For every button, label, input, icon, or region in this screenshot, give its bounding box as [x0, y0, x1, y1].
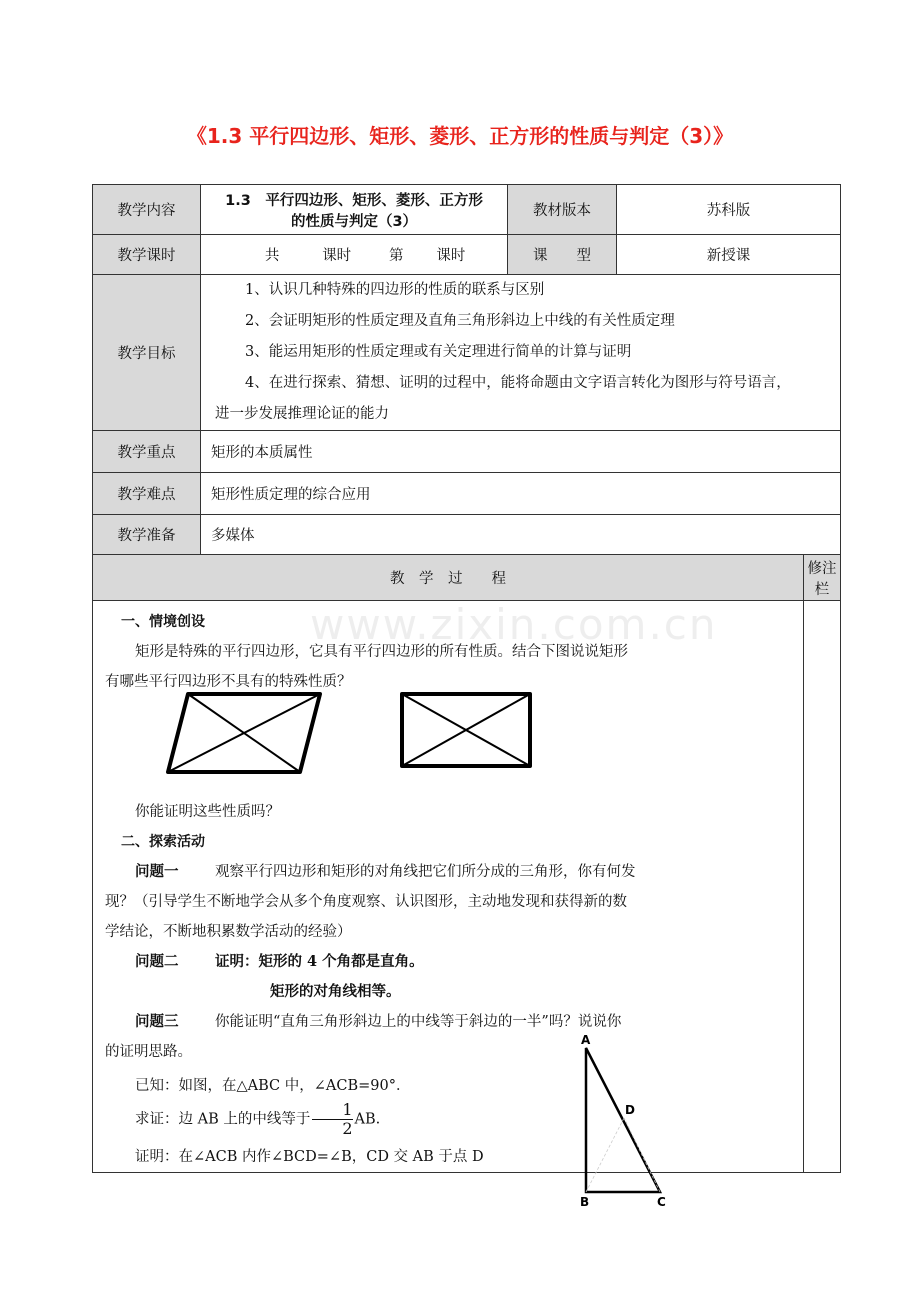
document-title: 《1.3 平行四边形、矩形、菱形、正方形的性质与判定（3）》	[186, 124, 734, 148]
hours-nth: 第	[389, 248, 404, 264]
notes-header: 修注栏	[804, 555, 841, 601]
vertex-b-label: B	[580, 1195, 590, 1209]
difficulty-value: 矩形性质定理的综合应用	[201, 473, 841, 515]
goal-item: 3、能运用矩形的性质定理或有关定理进行简单的计算与证明	[245, 344, 632, 360]
situation-paragraph-line2: 有哪些平行四边形不具有的特殊性质？	[105, 674, 352, 690]
notes-column	[804, 601, 841, 1173]
watermark: www.zixin.com.cn	[310, 600, 718, 649]
question-one-label: 问题一	[135, 863, 179, 880]
content-value	[201, 185, 508, 235]
prove-text-before: 求证：边 AB 上的中线等于	[135, 1111, 311, 1128]
parallelogram-diagonal	[168, 694, 320, 772]
key-label: 教学重点	[93, 431, 201, 473]
difficulty-label: 教学难点	[93, 473, 201, 515]
vertex-c-label: C	[657, 1195, 666, 1209]
content-value-line1: 1.3 平行四边形、矩形、菱形、正方形	[225, 192, 483, 209]
content-label: 教学内容	[93, 185, 201, 235]
goal-item: 1、认识几种特殊的四边形的性质的联系与区别	[245, 282, 545, 298]
given-statement: 已知：如图，在△ABC 中，∠ACB=90°．	[135, 1078, 411, 1094]
goal-item: 进一步发展推理论证的能力	[215, 406, 389, 422]
textbook-value: 苏科版	[617, 185, 841, 235]
hours-value	[201, 235, 508, 275]
question-two-line2: 矩形的对角线相等。	[270, 983, 401, 1000]
right-triangle-figure	[570, 1030, 680, 1212]
hours-unit2: 课时	[436, 248, 466, 264]
vertex-d-label: D	[625, 1103, 635, 1117]
process-header: 教 学 过 程	[93, 555, 804, 601]
median-bd	[586, 1118, 624, 1192]
type-value: 新授课	[617, 235, 841, 275]
process-content	[93, 601, 804, 1173]
hours-label: 教学课时	[93, 235, 201, 275]
row-prep	[93, 515, 841, 555]
hours-unit1: 课时	[322, 248, 352, 264]
prep-label: 教学准备	[93, 515, 201, 555]
section-title-explore: 二、探索活动	[121, 834, 205, 850]
textbook-label: 教材版本	[508, 185, 617, 235]
row-content	[93, 185, 841, 235]
question-one-line2: 现？（引导学生不断地学会从多个角度观察、认识图形，主动地发现和获得新的数	[105, 894, 627, 910]
goals-label: 教学目标	[93, 275, 201, 431]
content-value-line2: 的性质与判定（3）	[290, 213, 418, 230]
row-process	[93, 601, 841, 1173]
type-label: 课 型	[508, 235, 617, 275]
row-goals	[93, 275, 841, 431]
hours-total: 共	[264, 248, 280, 264]
fraction-denominator: 2	[342, 1119, 353, 1138]
question-one-line3: 学结论，不断地积累数学活动的经验）	[105, 924, 352, 940]
section-title-situation: 一、情境创设	[121, 614, 205, 630]
prep-value: 多媒体	[201, 515, 841, 555]
question-three-line1: 你能证明“直角三角形斜边上的中线等于斜边的一半”吗？说说你	[215, 1014, 622, 1030]
row-process-header	[93, 555, 841, 601]
fraction-numerator: 1	[312, 1101, 352, 1120]
goals-list	[201, 275, 841, 431]
situation-paragraph-line1: 矩形是特殊的平行四边形，它具有平行四边形的所有性质。结合下图说说矩形	[135, 644, 628, 660]
proof-statement: 证明：在∠ACB 内作∠BCD=∠B，CD 交 AB 于点 D	[135, 1149, 484, 1165]
question-two-line1: 证明：矩形的 4 个角都是直角。	[215, 953, 424, 970]
row-hours	[93, 235, 841, 275]
row-key	[93, 431, 841, 473]
prove-statement	[105, 1101, 795, 1138]
goal-item: 4、在进行探索、猜想、证明的过程中，能将命题由文字语言转化为图形与符号语言，	[245, 375, 791, 391]
lesson-plan-table	[92, 184, 841, 1173]
median-cd	[624, 1118, 660, 1192]
question-one-line1: 观察平行四边形和矩形的对角线把它们所分成的三角形，你有何发	[215, 864, 636, 880]
question-three-label: 问题三	[135, 1013, 179, 1030]
one-half-fraction	[312, 1101, 352, 1138]
prove-text-after: AB.	[354, 1111, 381, 1128]
parallelogram-figure	[160, 688, 330, 778]
question-three-line2: 的证明思路。	[105, 1044, 192, 1060]
goal-item: 2、会证明矩形的性质定理及直角三角形斜边上中线的有关性质定理	[245, 313, 675, 329]
key-value: 矩形的本质属性	[201, 431, 841, 473]
vertex-a-label: A	[581, 1033, 591, 1047]
situation-question: 你能证明这些性质吗？	[135, 804, 280, 820]
question-two-label: 问题二	[135, 953, 179, 970]
rectangle-figure	[396, 688, 536, 772]
row-difficulty	[93, 473, 841, 515]
